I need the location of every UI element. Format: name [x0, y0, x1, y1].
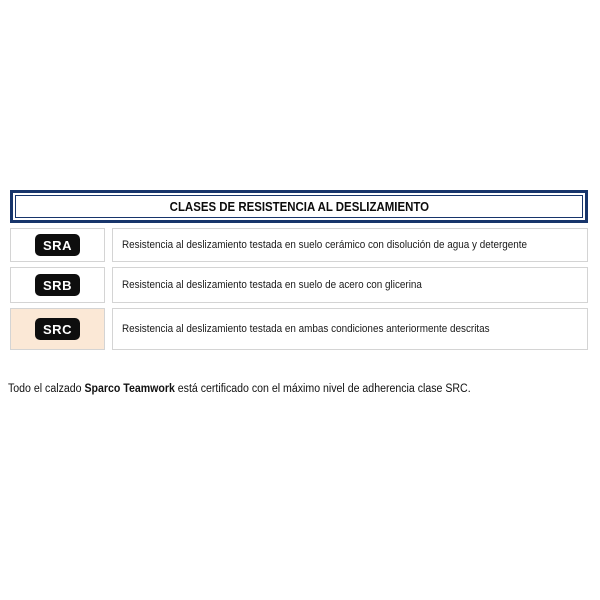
- description-cell-srb: [112, 267, 588, 303]
- table-rows: [10, 228, 588, 350]
- srb-badge: SRB: [35, 274, 80, 296]
- table-row-src: [10, 308, 588, 350]
- badge-cell-sra: [10, 228, 105, 262]
- sra-badge: SRA: [35, 234, 80, 256]
- description-cell-src: [112, 308, 588, 350]
- brand-name: Sparco Teamwork: [84, 382, 175, 395]
- table-title: CLASES DE RESISTENCIA AL DESLIZAMIENTO: [169, 199, 429, 214]
- slip-resistance-table: [10, 190, 588, 350]
- certification-note-suffix: está certificado con el máximo nivel de adherencia clase SRC.: [174, 382, 471, 395]
- badge-cell-src: [10, 308, 105, 350]
- table-header: [10, 190, 588, 223]
- table-header-inner: [15, 195, 583, 218]
- certification-note: [8, 383, 471, 395]
- description-cell-sra: [112, 228, 588, 262]
- badge-cell-srb: [10, 267, 105, 303]
- table-row-sra: [10, 228, 588, 262]
- table-row-srb: [10, 267, 588, 303]
- src-badge: SRC: [35, 318, 80, 340]
- certification-note-prefix: Todo el calzado: [8, 382, 85, 395]
- src-description: Resistencia al deslizamiento testada en ambas condiciones anteriormente descritas: [122, 323, 490, 335]
- srb-description: Resistencia al deslizamiento testada en suelo de acero con glicerina: [122, 279, 422, 291]
- sra-description: Resistencia al deslizamiento testada en suelo cerámico con disolución de agua y detergente: [122, 239, 528, 251]
